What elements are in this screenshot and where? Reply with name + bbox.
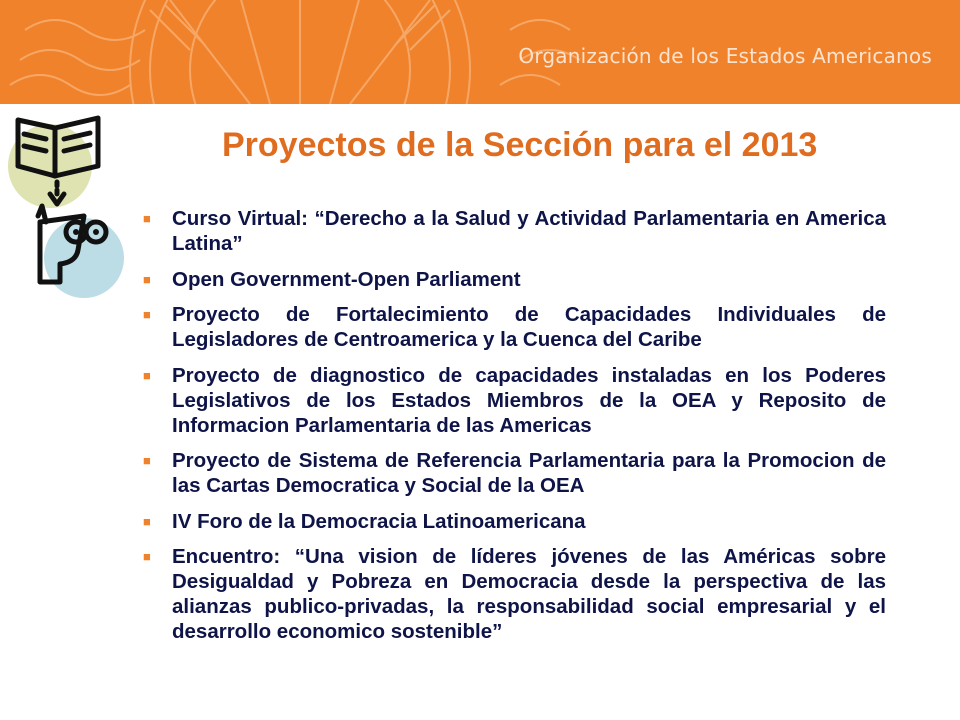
list-item bbox=[140, 206, 886, 256]
book-to-person-clipart-icon bbox=[0, 104, 140, 304]
list-item-text: IV Foro de la Democracia Latinoamericana bbox=[172, 509, 586, 533]
list-item-text: Open Government-Open Parliament bbox=[172, 267, 521, 291]
square-bullet-icon: ■ bbox=[143, 271, 151, 287]
list-item bbox=[140, 267, 886, 292]
project-list bbox=[140, 206, 886, 655]
list-item bbox=[140, 302, 886, 352]
list-item bbox=[140, 363, 886, 438]
list-item-text: Proyecto de Fortalecimiento de Capacidades Individuales de Legisladores de Centroamerica y la Cuenca del Caribe bbox=[172, 303, 886, 351]
list-item bbox=[140, 544, 886, 644]
slide-title: Proyectos de la Sección para el 2013 bbox=[222, 126, 818, 164]
list-item bbox=[140, 509, 886, 534]
list-item-text: Proyecto de Sistema de Referencia Parlamentaria para la Promocion de las Cartas Democratica y Social de la OEA bbox=[172, 449, 886, 497]
square-bullet-icon: ■ bbox=[143, 453, 151, 468]
header-banner bbox=[0, 0, 960, 104]
square-bullet-icon: ■ bbox=[143, 513, 151, 529]
square-bullet-icon: ■ bbox=[143, 367, 151, 383]
list-item-text: Encuentro: “Una vision de líderes jóvenes de las Américas sobre Desigualdad y Pobreza en Democracia desde la perspectiva de las alianzas publico-privadas, la responsabilidad social empresarial y el desarrollo economico sostenible” bbox=[172, 545, 886, 643]
square-bullet-icon: ■ bbox=[143, 307, 151, 322]
list-item-text: Proyecto de diagnostico de capacidades instaladas en los Poderes Legislativos de los Estados Miembros de la OEA y Reposito de Informacion Parlamentaria de las Americas bbox=[172, 363, 886, 437]
organization-name: Organización de los Estados Americanos bbox=[518, 44, 932, 68]
square-bullet-icon: ■ bbox=[143, 549, 151, 564]
list-item-text: Curso Virtual: “Derecho a la Salud y Actividad Parlamentaria en America Latina” bbox=[172, 207, 886, 255]
list-item bbox=[140, 448, 886, 498]
square-bullet-icon: ■ bbox=[143, 211, 151, 226]
